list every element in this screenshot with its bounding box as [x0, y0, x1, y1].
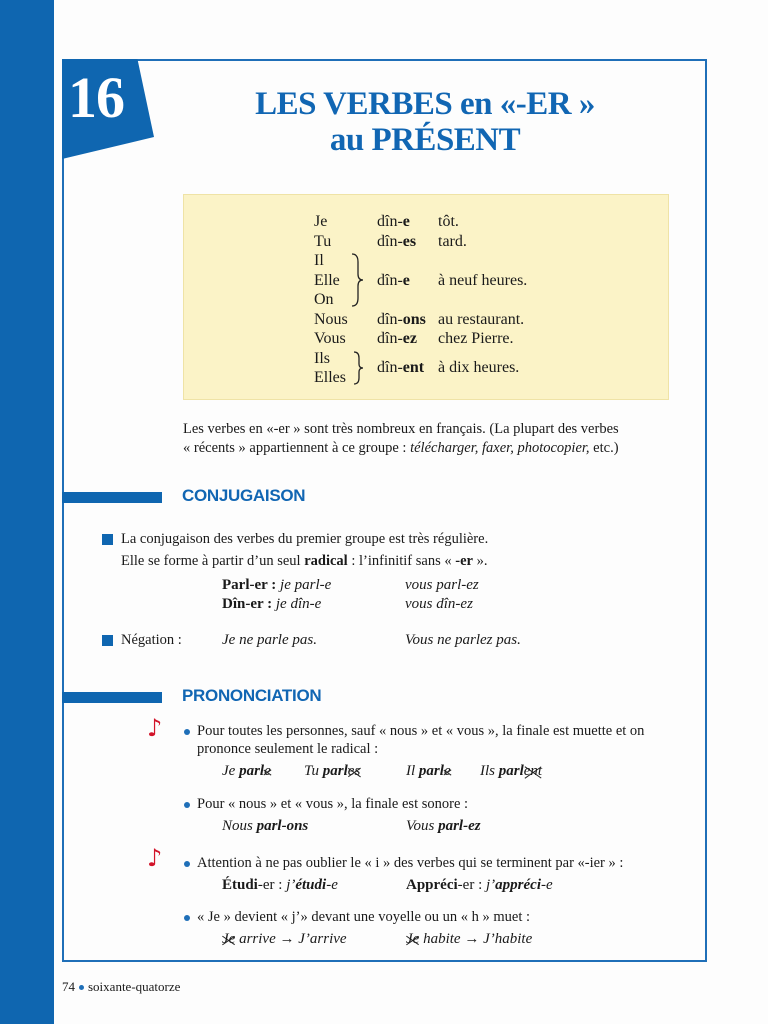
title-line-2: au PRÉSENT	[329, 122, 521, 158]
pronoun-je: Je	[314, 213, 328, 230]
music-note-icon: ♪	[147, 714, 163, 742]
verb-nous: dîn-ons	[377, 311, 426, 328]
conjugation-box	[183, 194, 669, 400]
verb-je: dîn-e	[377, 213, 410, 230]
pron-example-vous: Vous parl-ez	[406, 818, 481, 834]
pron-bullet4: « Je » devient « j’» devant une voyelle ou un « h » muet :	[197, 909, 531, 925]
prononciation-bar	[62, 692, 162, 703]
pron-example-arrive: Je arrive → J’arrive	[222, 931, 347, 947]
verb-il: dîn-e	[377, 272, 410, 289]
complement-tu: tard.	[438, 233, 467, 250]
bullet-dot	[184, 802, 190, 808]
square-bullet	[102, 635, 113, 646]
pronoun-elle: Elle	[314, 272, 340, 289]
pronoun-nous: Nous	[314, 311, 348, 328]
pron-example-je: Je parle	[222, 763, 271, 779]
music-note-icon: ♪	[147, 844, 163, 872]
conjugaison-line-2: Elle se forme à partir d’un seul radical : l’infinitif sans « -er ».	[121, 553, 488, 569]
verb-ils: dîn-ent	[377, 359, 425, 376]
pronoun-tu: Tu	[314, 233, 332, 250]
example-diner-vous: vous dîn-ez	[405, 596, 473, 612]
complement-je: tôt.	[438, 213, 459, 230]
left-margin-bar	[0, 0, 54, 1024]
pronoun-elles: Elles	[314, 369, 346, 386]
negation-vous: Vous ne parlez pas.	[405, 632, 521, 648]
pron-example-apprecier: Appréci-er : j’appréci-e	[406, 877, 553, 893]
negation-label: Négation :	[121, 632, 182, 648]
pronoun-ils: Ils	[314, 350, 330, 367]
verb-vous: dîn-ez	[377, 330, 417, 347]
page-title	[200, 86, 650, 158]
example-parler-vous: vous parl-ez	[405, 577, 479, 593]
brace-ils-elles	[352, 350, 364, 386]
page-number: 74	[62, 979, 75, 994]
complement-nous: au restaurant.	[438, 311, 525, 328]
brace-il-elle-on	[350, 252, 364, 308]
conjugaison-title: CONJUGAISON	[182, 486, 306, 505]
conjugaison-line-1: La conjugaison des verbes du premier groupe est très régulière.	[121, 531, 489, 547]
pron-example-ils: Ils parlent	[480, 763, 543, 779]
verb-tu: dîn-es	[377, 233, 417, 250]
intro-line-1: Les verbes en «-er » sont très nombreux en français. (La plupart des verbes	[183, 421, 619, 437]
bullet-dot	[184, 861, 190, 867]
bullet-dot	[184, 729, 190, 735]
pron-example-il: Il parle	[406, 763, 451, 779]
title-line-1: LES VERBES en «-ER »	[255, 86, 595, 122]
complement-vous: chez Pierre.	[438, 330, 514, 347]
prononciation-title: PRONONCIATION	[182, 686, 322, 705]
pronoun-il: Il	[314, 252, 324, 269]
intro-line-2: « récents » appartiennent à ce groupe : télécharger, faxer, photocopier, etc.)	[183, 440, 619, 456]
pron-example-tu: Tu parles	[304, 763, 361, 779]
pron-bullet1-line1: Pour toutes les personnes, sauf « nous » et « vous », la finale est muette et on	[197, 723, 645, 739]
pronoun-vous: Vous	[314, 330, 346, 347]
chapter-number: 16	[68, 65, 124, 130]
complement-ils: à dix heures.	[438, 359, 520, 376]
square-bullet	[102, 534, 113, 545]
page-footer	[62, 979, 180, 995]
pron-example-etudier: Étudi-er : j’étudi-e	[222, 877, 338, 893]
negation-je: Je ne parle pas.	[222, 632, 317, 648]
complement-il: à neuf heures.	[438, 272, 528, 289]
pron-example-habite: Je habite → J’habite	[406, 931, 533, 947]
pron-bullet3: Attention à ne pas oublier le « i » des verbes qui se terminent par «-ier » :	[197, 855, 624, 871]
page-number-words: soixante-quatorze	[88, 979, 181, 994]
pron-example-nous: Nous parl-ons	[222, 818, 309, 834]
pron-bullet1-line2: prononce seulement le radical :	[197, 741, 379, 757]
conjugaison-bar	[62, 492, 162, 503]
bullet-dot	[184, 915, 190, 921]
pron-bullet2: Pour « nous » et « vous », la finale est sonore :	[197, 796, 469, 812]
example-parler-je: Parl-er : je parl-e	[222, 577, 332, 593]
example-diner-je: Dîn-er : je dîn-e	[222, 596, 322, 612]
pronoun-on: On	[314, 291, 334, 308]
